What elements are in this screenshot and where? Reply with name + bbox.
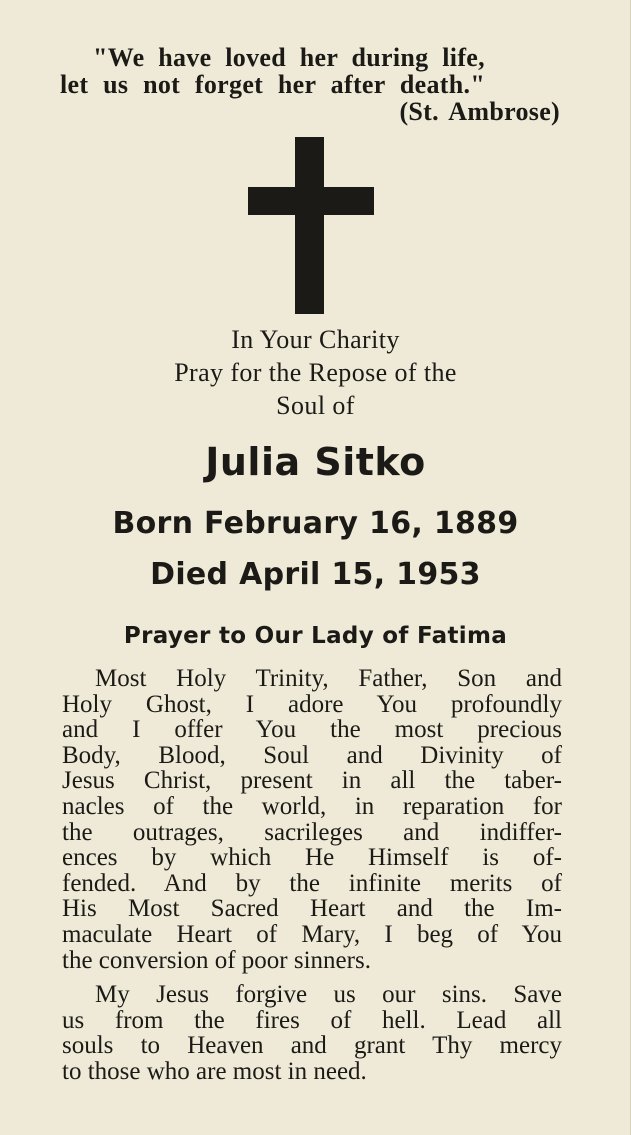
prayer-line: Holy Ghost, I adore You profoundly bbox=[62, 690, 562, 718]
cross-vertical-bar bbox=[295, 137, 324, 314]
death-date: Died April 15, 1953 bbox=[150, 557, 481, 592]
prayer-line: fended. And by the infinite merits of bbox=[62, 869, 562, 897]
prayer-line: Body, Blood, Soul and Divinity of bbox=[62, 741, 562, 769]
latin-cross-icon bbox=[248, 137, 374, 314]
prayer-paragraph-2 bbox=[62, 982, 562, 1084]
cross-horizontal-bar bbox=[248, 187, 374, 215]
prayer-line: the conversion of poor sinners. bbox=[62, 946, 371, 974]
prayer-line: to those who are most in need. bbox=[62, 1057, 367, 1085]
prayer-line: My Jesus forgive us our sins. Save bbox=[95, 981, 562, 1008]
prayer-line: maculate Heart of Mary, I beg of You bbox=[62, 920, 562, 948]
charity-line-2: Pray for the Repose of the bbox=[174, 358, 457, 387]
birth-date: Born February 16, 1889 bbox=[112, 506, 519, 541]
memorial-quote bbox=[60, 44, 590, 125]
quote-attribution: (St. Ambrose) bbox=[399, 97, 560, 126]
charity-line-1: In Your Charity bbox=[231, 325, 400, 354]
deceased-name: Julia Sitko bbox=[205, 440, 426, 484]
prayer-paragraph-1 bbox=[62, 666, 562, 973]
prayer-line: ences by which He Himself is of- bbox=[62, 844, 562, 872]
prayer-line: nacles of the world, in reparation for bbox=[62, 792, 562, 820]
prayer-line: the outrages, sacrileges and indiffer- bbox=[62, 818, 562, 846]
prayer-line: Most Holy Trinity, Father, Son and bbox=[95, 665, 562, 692]
quote-line-1: "We have loved her during life, bbox=[93, 43, 485, 72]
prayer-line: His Most Sacred Heart and the Im- bbox=[62, 895, 562, 923]
prayer-title: Prayer to Our Lady of Fatima bbox=[123, 623, 508, 649]
quote-line-2: let us not forget her after death." bbox=[60, 70, 486, 99]
prayer-line: and I offer You the most precious bbox=[62, 716, 562, 744]
charity-line-3: Soul of bbox=[276, 391, 355, 420]
prayer-line: souls to Heaven and grant Thy mercy bbox=[62, 1032, 562, 1060]
prayer-line: Jesus Christ, present in all the taber- bbox=[62, 767, 562, 795]
prayer-line: us from the fires of hell. Lead all bbox=[62, 1006, 562, 1034]
